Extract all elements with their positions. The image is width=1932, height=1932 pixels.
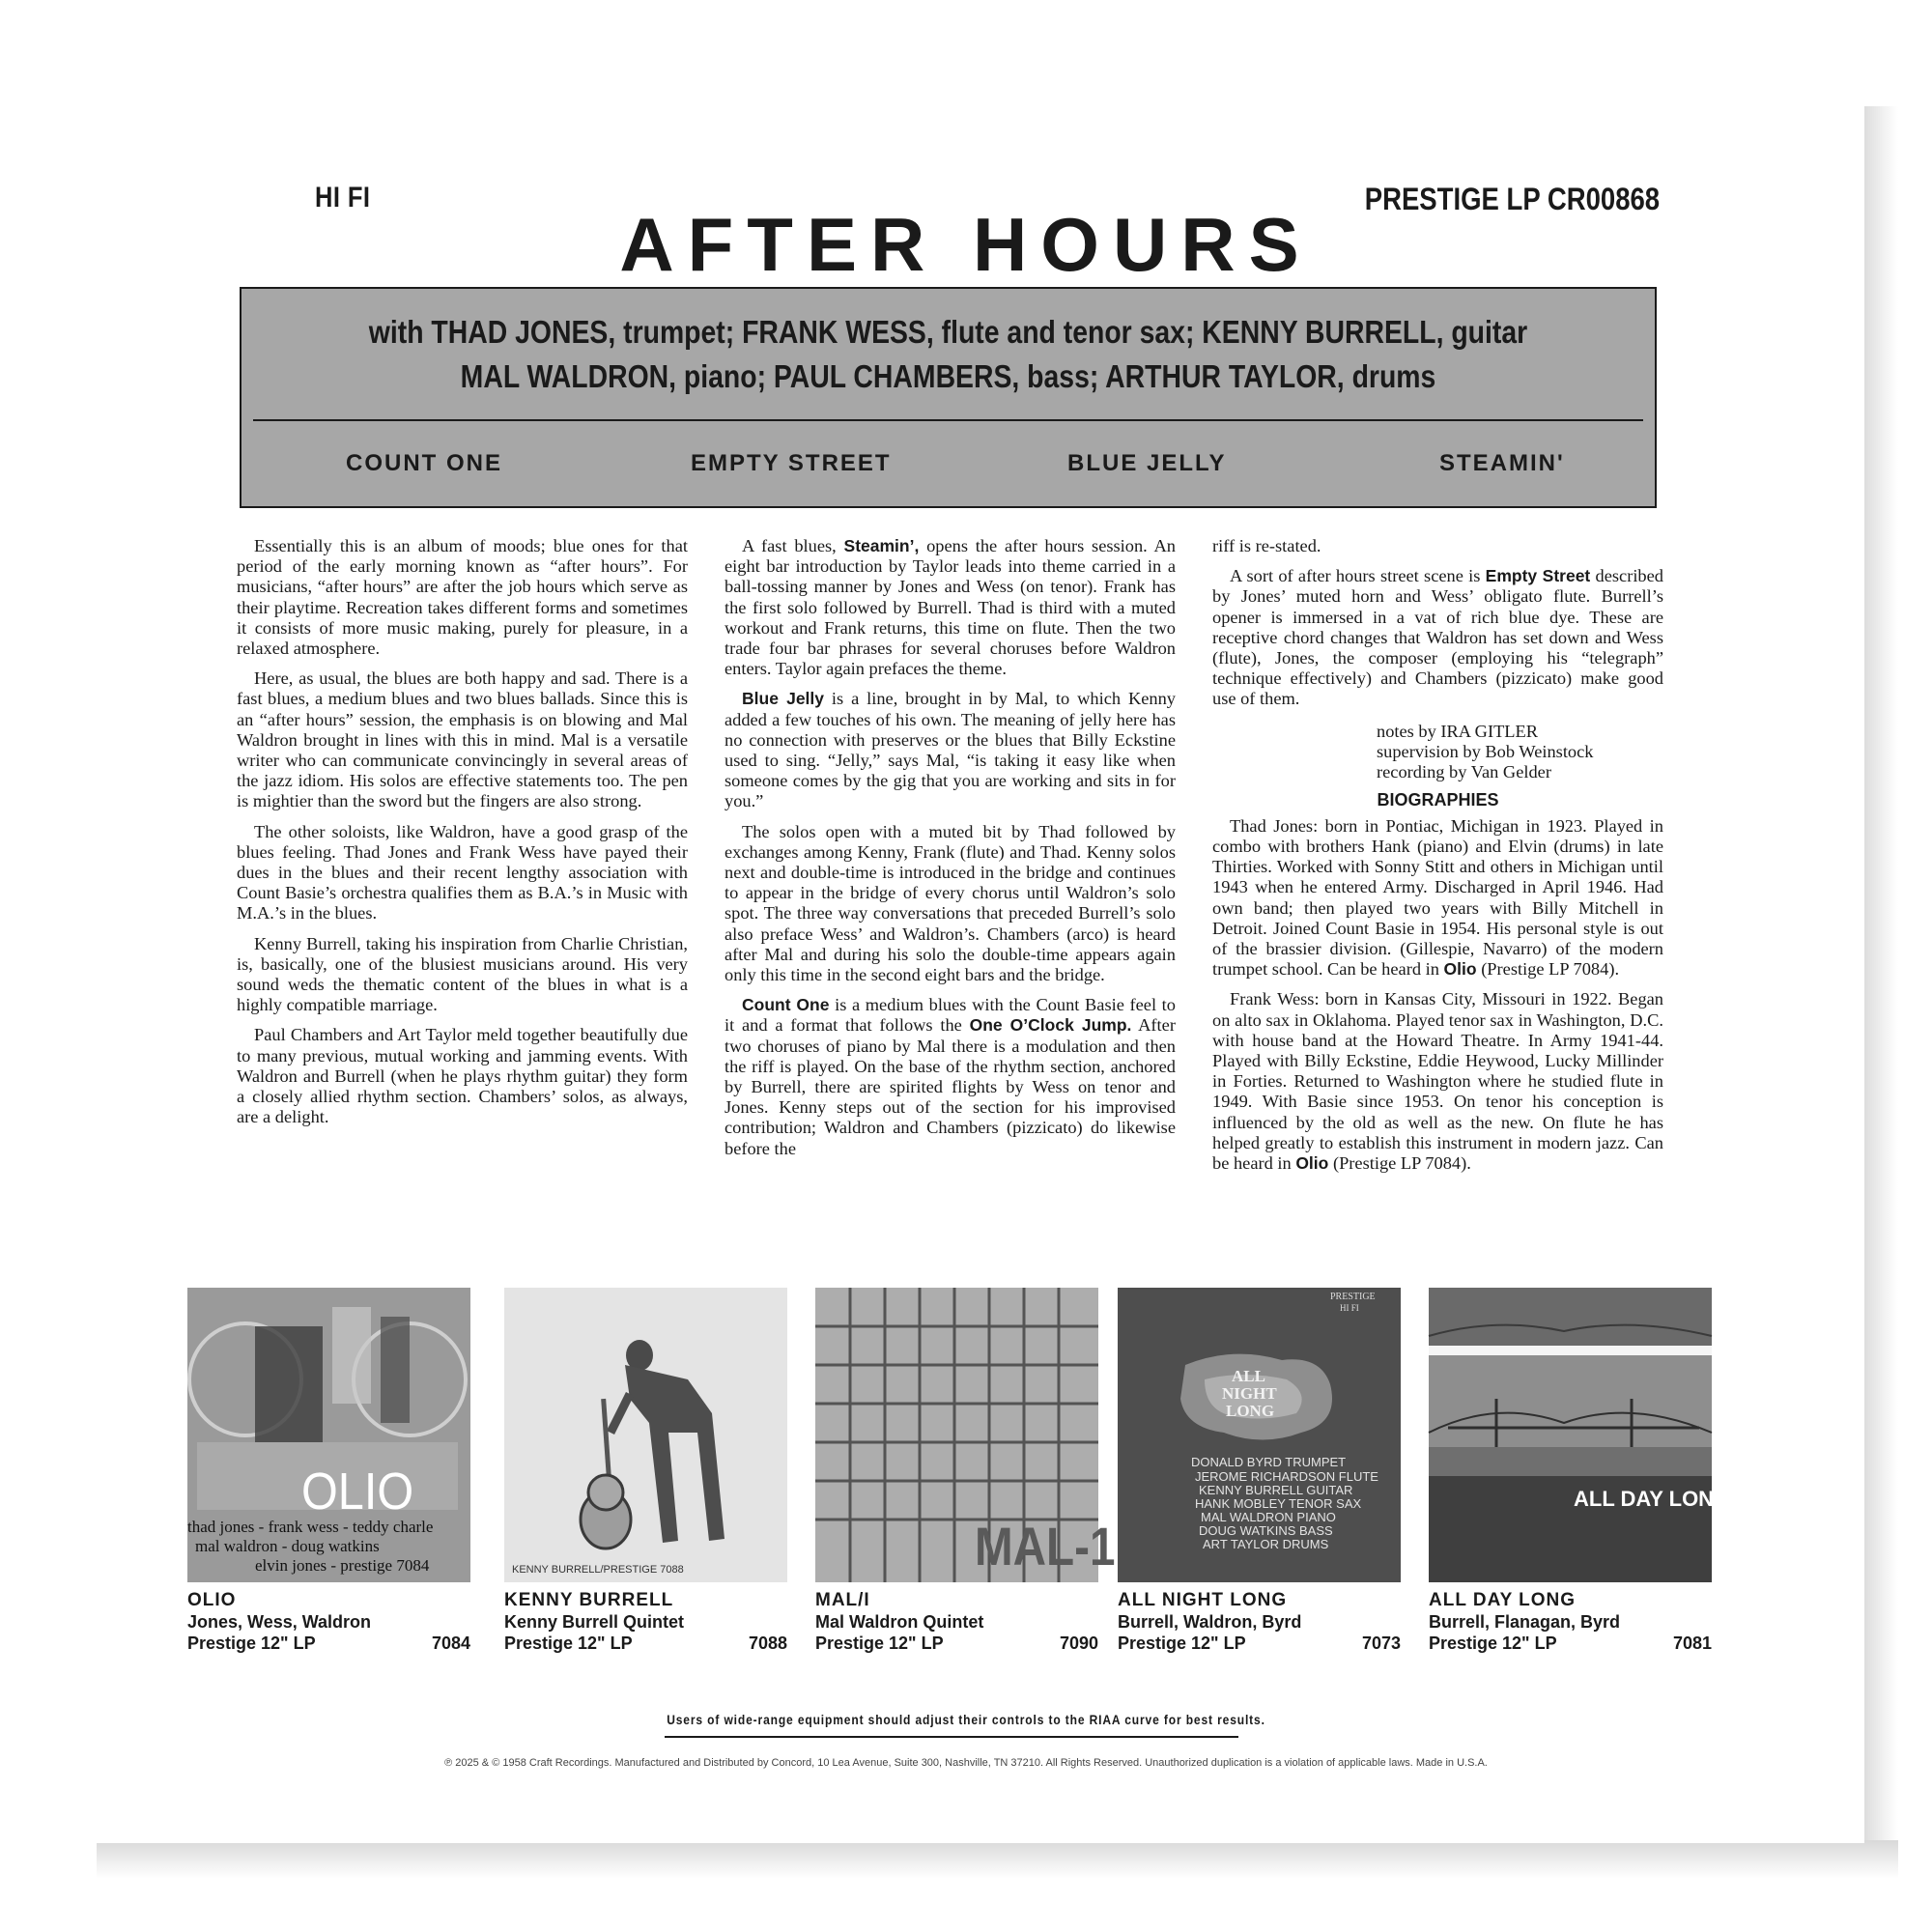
- notes-paragraph: Kenny Burrell, taking his inspiration from Charlie Christian, is, basically, one of the blusiest musicians around. His very sound weds the thematic content of the blues in what is a highly compatible marriage.: [237, 933, 688, 1015]
- album-all-night-long: [1118, 1288, 1401, 1654]
- album-title: OLIO: [187, 1590, 237, 1610]
- all-night-long-cover-label: PRESTIGE: [1330, 1292, 1376, 1302]
- album-title: ALL DAY LONG: [1429, 1590, 1577, 1610]
- notes-paragraph: Here, as usual, the blues are both happy and sad. There is a fast blues, a medium blues and two blues ballads. Since this is an “after hours” session, the emphasis is on blowing and Mal Waldron brought in lines with this in mind. Mal is a versatile writer who can communicate convincingly in several areas of the jazz idiom. His solos are effective statements too. The pen is mightier than the sword but the fingers are also strong.: [237, 668, 688, 811]
- all-night-long-cover-line: DOUG WATKINS BASS: [1199, 1523, 1333, 1538]
- all-night-long-cover-title: LONG: [1226, 1402, 1275, 1420]
- all-day-long-cover-title: ALL DAY LONG: [1574, 1487, 1731, 1511]
- notes-paragraph: The other soloists, like Waldron, have a good grasp of the blues feeling. Thad Jones and Frank Wess have payed their dues in the blues and their recent lengthy association with Count Basie’s orchestra qualifies them as B.A.’s in Music with M.A.’s in the blues.: [237, 821, 688, 923]
- album-format-line: Prestige 12" LP 7081: [1429, 1634, 1712, 1653]
- album-artists: Mal Waldron Quintet: [815, 1612, 984, 1632]
- personnel-line-2: MAL WALDRON, piano; PAUL CHAMBERS, bass; ARTHUR TAYLOR, drums: [460, 358, 1436, 394]
- all-night-long-cover-title: NIGHT: [1222, 1384, 1277, 1403]
- personnel-divider: [253, 419, 1643, 421]
- album-number: 7073: [1361, 1634, 1401, 1653]
- supervision-by: supervision by Bob Weinstock: [1377, 741, 1594, 761]
- kenny-burrell-cover-image: [504, 1288, 787, 1582]
- album-number: 7090: [1059, 1634, 1098, 1653]
- all-night-long-cover-art: [1118, 1288, 1401, 1582]
- album-format-line: Prestige 12" LP 7090: [815, 1634, 1098, 1653]
- all-night-long-cover-line: KENNY BURRELL GUITAR: [1199, 1483, 1353, 1497]
- all-night-long-cover-line: ART TAYLOR DRUMS: [1203, 1537, 1329, 1551]
- album-number: 7084: [431, 1634, 470, 1653]
- track-steamin: STEAMIN': [1439, 450, 1565, 476]
- all-night-long-cover-line: HANK MOBLEY TENOR SAX: [1195, 1496, 1362, 1511]
- personnel-line-1: with THAD JONES, trumpet; FRANK WESS, flute and tenor sax; KENNY BURRELL, guitar: [368, 314, 1528, 350]
- liner-notes-column-1: [237, 536, 688, 1137]
- album-kenny-burrell: [504, 1288, 787, 1654]
- all-night-long-cover-title: ALL: [1232, 1367, 1265, 1385]
- track-blue-jelly: BLUE JELLY: [1067, 450, 1227, 476]
- album-mal-1: [815, 1288, 1116, 1654]
- album-artists: Burrell, Flanagan, Byrd: [1429, 1612, 1621, 1632]
- album-title: KENNY BURRELL: [504, 1590, 674, 1610]
- album-format-line: Prestige 12" LP 7088: [504, 1634, 787, 1653]
- notes-paragraph: A fast blues, Steamin’, opens the after hours session. An eight bar introduction by Taylor leads into theme carried in a ball-tossing manner by Jones and Wess (on tenor). Frank has the first solo followed by Burrell. Thad is third with a muted workout and Frank returns, this time on flute. Then the two trade four bar phrases for several choruses before Waldron enters. Taylor again prefaces the theme.: [724, 536, 1176, 679]
- all-day-long-cover-image: [1429, 1288, 1712, 1582]
- album-title: MAL/I: [815, 1590, 870, 1610]
- album-number: 7081: [1672, 1634, 1712, 1653]
- all-day-long-cover-art: [1429, 1288, 1731, 1582]
- album-artists: Jones, Wess, Waldron: [187, 1612, 372, 1632]
- notes-by: notes by IRA GITLER: [1377, 721, 1539, 741]
- album-format-line: Prestige 12" LP 7084: [187, 1634, 470, 1653]
- notes-paragraph: Blue Jelly is a line, brought in by Mal, to which Kenny added a few touches of his own. The meaning of jelly here has no connection with preserves or the blues that Billy Eckstine used to sing. “Jelly,” says Mal, “is taking it easy like when someone comes by the gig that you are working and sits in for you.”: [724, 689, 1176, 811]
- biographies-heading: BIOGRAPHIES: [1377, 789, 1499, 810]
- sheet-shadow-bottom: [97, 1840, 1898, 1879]
- notes-paragraph: Paul Chambers and Art Taylor meld together beautifully due to many previous, mutual working and jamming events. With Waldron and Burrell (when he plays rhythm guitar) they form a closely allied rhythm section. Chambers’ solos, as always, are a delight.: [237, 1025, 688, 1127]
- album-olio: [187, 1288, 470, 1654]
- album-title: ALL NIGHT LONG: [1118, 1590, 1288, 1610]
- catalog-number: PRESTIGE LP CR00868: [1364, 182, 1660, 216]
- all-night-long-cover-line: JEROME RICHARDSON FLUTE: [1195, 1469, 1378, 1484]
- sheet-shadow-right: [1860, 106, 1898, 1874]
- olio-cover-line: elvin jones - prestige 7084: [255, 1556, 430, 1575]
- copyright-notice: ℗ 2025 & © 1958 Craft Recordings. Manufactured and Distributed by Concord, 10 Lea Avenue, Suite 300, Nashville, TN 37210. All Rights Reserved. Unauthorized duplication is a violation of applicable laws. Made in U.S.A.: [444, 1757, 1488, 1769]
- olio-cover-title: OLIO: [301, 1463, 414, 1520]
- production-credits: [1377, 722, 1663, 782]
- personnel-box: [240, 287, 1657, 508]
- mal-1-cover-art: [815, 1288, 1116, 1582]
- notes-paragraph: A sort of after hours street scene is Empty Street described by Jones’ muted horn and Wess’ obligato flute. Burrell’s opener is immersed in a vat of rich blue dye. These are receptive chord changes that Waldron has set down and Wess (flute), Jones, the composer (employing his “telegraph” technique effectively) and Chambers (pizzicato) make good use of them.: [1212, 566, 1663, 709]
- album-artists: Burrell, Waldron, Byrd: [1118, 1612, 1302, 1632]
- track-count-one: COUNT ONE: [346, 450, 502, 476]
- kenny-burrell-cover-art: [504, 1288, 787, 1582]
- all-night-long-cover-line: MAL WALDRON PIANO: [1201, 1510, 1336, 1524]
- riaa-notice: Users of wide-range equipment should adjust their controls to the RIAA curve for best results.: [667, 1712, 1265, 1727]
- notes-paragraph: Essentially this is an album of moods; blue ones for that period of the early morning known as “after hours”. For musicians, “after hours” are after the job hours which serve as their playtime. Recreation takes different forms and sometimes it consists of more music making, purely for pleasure, in a relaxed atmosphere.: [237, 536, 688, 659]
- bio-thad-jones: Thad Jones: born in Pontiac, Michigan in 1923. Played in combo with brothers Hank (piano) and Elvin (drums) in late Thirties. Worked with Sonny Stitt and others in Michigan until 1943 when he entered Army. Discharged in April 1946. Had own band; then played two years with Billy Mitchell in Detroit. Joined Count Basie in 1954. His personal style is out of the brassier division. (Gillespie, Navarro) of the modern trumpet school. Can be heard in Olio (Prestige LP 7084).: [1212, 815, 1663, 980]
- mal-1-cover-title: MAL-1: [975, 1516, 1116, 1577]
- liner-notes-column-3: [1212, 536, 1663, 1183]
- all-night-long-cover-line: DONALD BYRD TRUMPET: [1191, 1455, 1347, 1469]
- riaa-underline: [665, 1736, 1238, 1738]
- liner-notes-column-2: [724, 536, 1176, 1169]
- recording-by: recording by Van Gelder: [1377, 761, 1551, 781]
- olio-cover-line: thad jones - frank wess - teddy charle: [187, 1518, 434, 1536]
- album-artists: Kenny Burrell Quintet: [504, 1612, 685, 1632]
- notes-paragraph: Count One is a medium blues with the Count Basie feel to it and a format that follows the One O’Clock Jump. After two choruses of piano by Mal there is a modulation and then the riff is played. On the base of the rhythm section, anchored by Burrell, there are spirited flights by Wess on tenor and Jones. Kenny steps out of the section for his improvised contribution; Waldron and Chambers (pizzicato) do likewise before the: [724, 995, 1176, 1158]
- all-night-long-cover-hifi: HI FI: [1340, 1303, 1359, 1313]
- kenny-burrell-cover-caption: KENNY BURRELL/PRESTIGE 7088: [512, 1564, 684, 1576]
- notes-paragraph: riff is re-stated.: [1212, 536, 1321, 555]
- hifi-label: HI FI: [315, 182, 371, 213]
- album-all-day-long: [1429, 1288, 1731, 1654]
- bio-frank-wess: Frank Wess: born in Kansas City, Missouri in 1922. Began on alto sax in Oklahoma. Played tenor sax in Washington, D.C. with house band at the Howard Theatre. In Army 1941-44. Played with Billy Eckstine, Eddie Heywood, Lucky Millinder in Forties. Returned to Washington where he studied flute in 1949. With Basie since 1953. On tenor his conception is influenced by the old as well as the new. On flute he has helped greatly to establish this instrument in modern jazz. Can be heard in Olio (Prestige LP 7084).: [1212, 989, 1663, 1174]
- olio-cover-art: [187, 1288, 470, 1582]
- notes-paragraph: The solos open with a muted bit by Thad followed by exchanges among Kenny, Frank (flute) and Thad. Kenny solos next and double-time is introduced in the bridge and continues to appear in the bridge of every chorus until Waldron’s solo spot. The three way conversations that preceded Burrell’s solo also preface Wess’ and Waldron’s. Chambers (arco) is heard after Mal and during his solo the double-time appears again only this time in the second eight bars and the bridge.: [724, 821, 1176, 985]
- album-number: 7088: [748, 1634, 787, 1653]
- track-empty-street: EMPTY STREET: [691, 450, 892, 476]
- album-format-line: Prestige 12" LP 7073: [1118, 1634, 1401, 1653]
- album-title: AFTER HOURS: [619, 202, 1313, 287]
- olio-cover-line: mal waldron - doug watkins: [195, 1537, 380, 1555]
